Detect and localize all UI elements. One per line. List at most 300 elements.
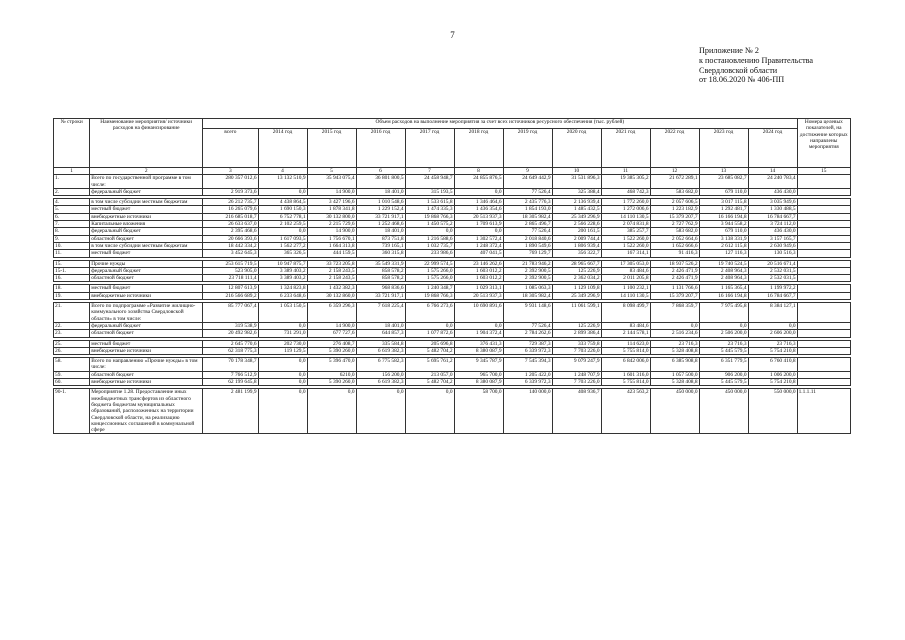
value-year: 8 098 499,7 [601,303,650,323]
table-head [54,119,851,168]
value-year: 156 200,0 [356,371,405,378]
value-year: 0,0 [699,322,748,329]
row-number: 90-1. [54,389,90,434]
value-year: 9 079 247,9 [552,358,601,372]
table-row [54,371,851,378]
row-name: областной бюджет [90,275,203,282]
target-indicator [797,322,850,329]
value-year: 6 359 296,3 [307,303,356,323]
value-year: 9 345 787,9 [454,358,503,372]
row-number: 22. [54,322,90,329]
value-year: 23 716,3 [650,340,699,347]
value-year: 18 401,0 [356,228,405,235]
value-year: 33 723 205,8 [307,260,356,267]
column-index: 4 [258,168,307,175]
value-year: 968 836,6 [356,285,405,292]
value-year: 276 408,7 [307,340,356,347]
value-year: 213 057,0 [405,371,454,378]
appendix-header [699,46,813,85]
row-number: 19. [54,292,90,299]
target-indicator [797,303,850,323]
value-year: 2 408 964,3 [699,275,748,282]
table-row [54,206,851,213]
header-year: 2017 год [405,129,454,168]
value-year: 19 868 766,3 [405,292,454,299]
value-year: 3 389 403,2 [258,267,307,274]
table-row [54,347,851,354]
row-number: 11. [54,250,90,257]
value-total: 7 766 512,9 [203,371,258,378]
value-year: 0,0 [356,389,405,434]
value-year: 58 700,0 [454,389,503,434]
target-indicator [797,213,850,220]
row-number: 26. [54,347,90,354]
value-year: 2 727 762,9 [650,221,699,228]
row-number: 21. [54,303,90,323]
row-name: федеральный бюджет [90,267,203,274]
value-year: 2 102 259,5 [258,221,307,228]
row-number: 15. [54,260,90,267]
row-name: областной бюджет [90,235,203,242]
value-year: 0,0 [258,379,307,386]
value-total: 2 919 373,6 [203,188,258,195]
table-row [54,228,851,235]
value-year: 24 855 876,5 [454,175,503,189]
value-year: 18 305 982,4 [503,292,552,299]
value-year: 0,0 [454,322,503,329]
value-year: 1 878 341,8 [307,206,356,213]
table-row [54,175,851,189]
value-year: 873 751,8 [356,235,405,242]
row-name: внебюджетные источники [90,347,203,354]
value-year: 679 110,0 [699,188,748,195]
value-year: 1 575 266,0 [405,275,454,282]
row-name: Всего по государственной программе в том числе: [90,175,203,189]
value-year: 4 438 864,5 [258,199,307,206]
value-year: 3 157 165,7 [748,235,797,242]
row-name: областной бюджет [90,330,203,337]
value-year: 0,0 [258,188,307,195]
value-year: 0,0 [650,322,699,329]
value-year: 1 664 313,8 [307,242,356,249]
value-year: 356 322,7 [552,250,601,257]
value-year: 325 388,4 [552,188,601,195]
value-total: 319 538,9 [203,322,258,329]
header-year: 2022 год [650,129,699,168]
value-year: 5 754 210,8 [748,379,797,386]
column-index: 7 [405,168,454,175]
table-body [54,168,851,434]
target-indicator [797,379,850,386]
value-year: 2 630 949,6 [748,242,797,249]
value-year: 468 742,3 [601,188,650,195]
value-year: 233 986,6 [405,250,454,257]
value-year: 1 603 012,2 [454,275,503,282]
value-year: 6 351 779,5 [699,358,748,372]
value-year: 2 074 831,8 [601,221,650,228]
value-year: 1 252 468,6 [356,221,405,228]
row-name: в том числе субсидии местным бюджетам [90,199,203,206]
value-total: 16 265 079,6 [203,206,258,213]
value-year: 25 349 296,9 [552,292,601,299]
value-year: 1 205 422,0 [503,371,552,378]
value-year: 1 248 707,9 [552,371,601,378]
value-total: 280 357 012,6 [203,175,258,189]
value-year: 3 389 403,2 [258,275,307,282]
header-year: 2021 год [601,129,650,168]
value-year: 2 392 900,5 [503,267,552,274]
value-year: 6 385 908,8 [650,358,699,372]
value-year: 2 516 234,6 [650,330,699,337]
value-year: 1 010 548,6 [356,199,405,206]
value-year: 739 165,1 [356,242,405,249]
value-year: 450 000,0 [650,389,699,434]
value-year: 1 131 766,6 [650,285,699,292]
value-year: 0,0 [258,228,307,235]
value-year: 140 000,0 [503,389,552,434]
value-year: 1 129 109,8 [552,285,601,292]
value-year: 1 302 572,4 [454,235,503,242]
value-year: 444 159,5 [307,250,356,257]
value-total: 70 178 348,7 [203,358,258,372]
value-year: 36 801 800,5 [356,175,405,189]
row-name: в том числе субсидии местным бюджетам [90,242,203,249]
value-year: 6 339 972,3 [503,347,552,354]
value-year: 1 617 093,5 [258,235,307,242]
value-year: 0,0 [405,322,454,329]
value-year: 5 482 704,2 [405,347,454,354]
table-row [54,379,851,386]
value-year: 583 682,0 [650,228,699,235]
table-row [54,389,851,434]
table-row [54,330,851,337]
value-year: 119 129,5 [258,347,307,354]
value-year: 2 144 578,1 [601,330,650,337]
value-year: 731 291,0 [258,330,307,337]
target-indicator [797,267,850,274]
value-year: 22 999 574,5 [405,260,454,267]
value-year: 0,0 [405,389,454,434]
value-year: 1 223 182,9 [650,206,699,213]
row-name: Прочие нужды [90,260,203,267]
value-total: 523 905,0 [203,267,258,274]
table-row [54,242,851,249]
value-year: 2 158 243,5 [307,267,356,274]
row-number: 1. [54,175,90,189]
row-number: 16. [54,275,90,282]
value-year: 1 006 200,0 [748,371,797,378]
target-indicator [797,242,850,249]
value-year: 376 431,3 [454,340,503,347]
value-year: 6210,0 [307,371,356,378]
value-year: 127 116,3 [699,250,748,257]
value-year: 83 484,6 [601,322,650,329]
target-indicator: 1.1.1.11 [797,389,850,434]
row-number: 6. [54,213,90,220]
value-year: 5 445 579,5 [699,379,748,386]
value-year: 365 326,5 [258,250,307,257]
value-year: 202 730,0 [258,340,307,347]
target-indicator [797,206,850,213]
value-year: 6 619 382,3 [356,379,405,386]
value-year: 1 085 063,3 [503,285,552,292]
value-total: 20 492 982,6 [203,330,258,337]
row-name: федеральный бюджет [90,322,203,329]
value-year: 14 110 130,5 [601,292,650,299]
value-year: 28 965 667,7 [552,260,601,267]
value-year: 7 618 225,4 [356,303,405,323]
value-year: 30 132 800,0 [307,213,356,220]
value-year: 1 216 588,6 [405,235,454,242]
value-year: 1 772 260,0 [601,199,650,206]
value-year: 17 305 053,0 [601,260,650,267]
value-year: 333 759,8 [552,340,601,347]
value-year: 16 784 667,7 [748,292,797,299]
value-year: 3 138 331,9 [699,235,748,242]
value-year: 408 936,7 [552,389,601,434]
value-year: 2 011 205,8 [601,275,650,282]
value-total: 2 481 199,9 [203,389,258,434]
value-year: 18 401,0 [356,188,405,195]
value-year: 0,0 [405,228,454,235]
value-year: 2 158 243,5 [307,275,356,282]
value-total: 3 452 645,3 [203,250,258,257]
value-year: 15 379 207,7 [650,292,699,299]
value-year: 2 408 964,3 [699,267,748,274]
value-year: 769 129,7 [503,250,552,257]
value-year: 91 416,3 [650,250,699,257]
value-year: 125 226,9 [552,322,601,329]
value-year: 1 240 348,7 [405,285,454,292]
value-total: 26 212 735,7 [203,199,258,206]
target-indicator [797,188,850,195]
value-year: 5 755 814,0 [601,379,650,386]
value-year: 1 436 354,6 [454,206,503,213]
value-year: 644 857,3 [356,330,405,337]
value-year: 1 330 488,5 [748,206,797,213]
target-indicator [797,371,850,378]
value-year: 9 931 148,6 [503,303,552,323]
header-year: 2014 год [258,129,307,168]
header-year: 2020 год [552,129,601,168]
value-year: 2 018 840,6 [503,235,552,242]
value-year: 5 695 761,2 [405,358,454,372]
value-total: 216 685 018,7 [203,213,258,220]
target-indicator [797,340,850,347]
appendix-line: Приложение № 2 [699,46,759,55]
row-name: федеральный бюджет [90,228,203,235]
value-year: 2 435 776,3 [503,199,552,206]
target-indicator [797,292,850,299]
table-row [54,303,851,323]
target-indicator [797,250,850,257]
value-year: 2 899 386,4 [552,330,601,337]
value-year: 2 566 228,6 [552,221,601,228]
value-year: 2 532 031,5 [748,275,797,282]
value-year: 83 484,6 [601,267,650,274]
value-year: 0,0 [258,389,307,434]
value-year: 729 387,3 [503,340,552,347]
row-number: 10. [54,242,90,249]
value-year: 0,0 [454,188,503,195]
value-total: 2 645 770,6 [203,340,258,347]
value-year: 2 865 496,7 [503,221,552,228]
value-year: 6 752 778,1 [258,213,307,220]
row-name: внебюджетные источники [90,292,203,299]
target-indicator [797,175,850,189]
table-row [54,250,851,257]
row-name: Мероприятие 1.28. Предоставление иных межбюджетных трансфертов из областного бюджета бюджетам муниципальных образований, расположенных на территории Свердловской области, на реализацию концессионных соглашений в коммунальной сфере [90,389,203,434]
value-year: 2 612 115,8 [699,242,748,249]
value-year: 23 146 262,6 [454,260,503,267]
table-row [54,260,851,267]
row-number: 60. [54,379,90,386]
value-year: 18 305 982,4 [503,213,552,220]
column-index: 14 [748,168,797,175]
value-year: 2 057 606,5 [650,199,699,206]
value-year: 6 842 006,0 [601,358,650,372]
value-year: 3 017 115,8 [699,199,748,206]
value-year: 436 430,0 [748,188,797,195]
value-year: 2 426 471,9 [650,275,699,282]
value-year: 858 578,2 [356,267,405,274]
value-year: 23 716,3 [699,340,748,347]
value-total: 18 442 334,2 [203,242,258,249]
table-row [54,322,851,329]
value-year: 1 474 335,3 [405,206,454,213]
value-year: 200 161,5 [552,228,601,235]
value-year: 19 740 524,5 [699,260,748,267]
value-year: 114 623,0 [601,340,650,347]
row-name: местный бюджет [90,285,203,292]
row-number: 23. [54,330,90,337]
value-year: 0,0 [307,389,356,434]
row-number: 5. [54,206,90,213]
value-year: 167 314,1 [601,250,650,257]
column-index: 11 [601,168,650,175]
target-indicator [797,235,850,242]
value-year: 5 445 579,5 [699,347,748,354]
value-year: 33 721 917,1 [356,213,405,220]
row-name: местный бюджет [90,340,203,347]
value-year: 7 703 226,0 [552,347,601,354]
value-year: 7 545 394,3 [503,358,552,372]
row-number: 25. [54,340,90,347]
value-year: 360 315,8 [356,250,405,257]
value-year: 1 756 670,1 [307,235,356,242]
value-year: 20 513 937,3 [454,213,503,220]
value-year: 1 601 316,0 [601,371,650,378]
value-year: 0,0 [258,322,307,329]
value-year: 0,0 [258,358,307,372]
row-name: местный бюджет [90,250,203,257]
value-year: 5 396 470,0 [307,358,356,372]
value-year: 1 450 575,2 [405,221,454,228]
value-year: 1 890 549,6 [503,242,552,249]
value-year: 25 349 296,9 [552,213,601,220]
header-name: Наименование мероприятия/ источники расходов на финансирование [90,119,203,168]
header-year: 2019 год [503,129,552,168]
target-indicator [797,199,850,206]
table-row [54,340,851,347]
row-number: 7. [54,221,90,228]
value-total: 85 777 067,4 [203,303,258,323]
appendix-line: от 18.06.2020 № 406-ПП [699,75,785,85]
value-year: 1 652 666,6 [650,242,699,249]
appendix-line: Свердловской области [699,65,778,75]
value-year: 23 685 082,7 [699,175,748,189]
value-year: 19 868 766,3 [405,213,454,220]
table-row [54,275,851,282]
value-year: 5 390 260,0 [307,347,356,354]
table-row [54,292,851,299]
value-total: 2 395 468,6 [203,228,258,235]
value-year: 125 226,9 [552,267,601,274]
value-year: 1 575 266,0 [405,267,454,274]
target-indicator [797,285,850,292]
value-year: 6 339 972,3 [503,379,552,386]
value-total: 62 318 775,3 [203,347,258,354]
value-year: 1 029 313,1 [454,285,503,292]
value-year: 5 328 408,8 [650,379,699,386]
value-year: 13 132 510,9 [258,175,307,189]
value-year: 205 696,8 [405,340,454,347]
header-volume: Объем расходов на выполнение мероприятия за счет всех источников ресурсного обеспечения (тыс. рублей) [203,119,797,129]
column-index: 10 [552,168,601,175]
value-year: 2 009 744,4 [552,235,601,242]
value-year: 1 248 372,4 [454,242,503,249]
value-year: 35 549 331,9 [356,260,405,267]
row-number: 9. [54,235,90,242]
value-year: 16 166 194,8 [699,213,748,220]
header-row-number: № строки [54,119,90,168]
row-number: 8. [54,228,90,235]
target-indicator [797,330,850,337]
value-year: 436 430,0 [748,228,797,235]
row-number: 58. [54,358,90,372]
value-year: 965 700,0 [454,371,503,378]
value-year: 1 690 150,3 [258,206,307,213]
value-year: 0,0 [748,322,797,329]
table-row [54,221,851,228]
value-year: 30 132 860,0 [307,292,356,299]
table-row [54,285,851,292]
value-year: 1 709 613,9 [454,221,503,228]
value-total: 26 633 637,0 [203,221,258,228]
table-row [54,188,851,195]
value-year: 21 672 289,1 [650,175,699,189]
row-name: Всего по подпрограмме «Развитие жилищно-коммунального хозяйства Свердловской области» в том числе: [90,303,203,323]
value-year: 23 716,3 [748,340,797,347]
appendix-line: к постановлению Правительства [699,55,814,65]
value-year: 33 721 917,1 [356,292,405,299]
header-year: 2023 год [699,129,748,168]
value-total: 62 199 645,8 [203,379,258,386]
value-year: 77 526,4 [503,228,552,235]
value-year: 3 035 949,6 [748,199,797,206]
value-year: 21 783 946,2 [503,260,552,267]
value-total: 20 666 393,6 [203,235,258,242]
value-year: 5 482 704,2 [405,379,454,386]
value-year: 5 390 260,0 [307,379,356,386]
value-year: 2 532 031,5 [748,267,797,274]
value-year: 10 690 891,6 [454,303,503,323]
value-year: 1 199 972,2 [748,285,797,292]
value-year: 6 233 648,6 [258,292,307,299]
value-year: 7 703 226,0 [552,379,601,386]
column-index: 1 [54,168,90,175]
value-year: 385 257,7 [601,228,650,235]
